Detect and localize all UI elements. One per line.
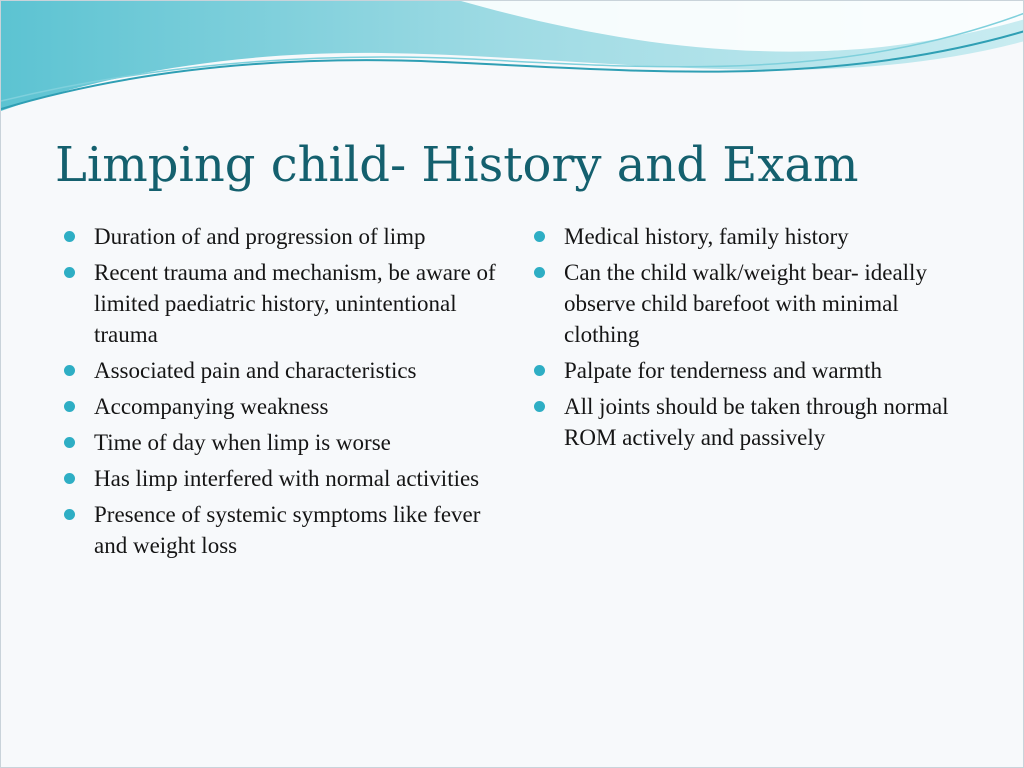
bullet-icon — [534, 267, 545, 278]
list-item — [61, 499, 501, 561]
list-item-text: All joints should be taken through normal ROM actively and passively — [564, 394, 949, 450]
list-item — [61, 391, 501, 422]
left-bullet-list — [61, 221, 501, 566]
list-item-text: Has limp interfered with normal activities — [94, 466, 480, 491]
bullet-icon — [534, 401, 545, 412]
bullet-icon — [64, 231, 75, 242]
slide-title: Limping child- History and Exam — [55, 137, 859, 193]
list-item-text: Accompanying weakness — [94, 394, 329, 419]
list-item — [61, 257, 501, 350]
bullet-icon — [64, 365, 75, 376]
list-item-text: Time of day when limp is worse — [94, 430, 391, 455]
list-item-text: Palpate for tenderness and warmth — [564, 358, 883, 383]
list-item-text: Can the child walk/weight bear- ideally observe child barefoot with minimal clothing — [564, 260, 927, 347]
list-item — [61, 427, 501, 458]
list-item — [531, 257, 971, 350]
bullet-icon — [534, 231, 545, 242]
list-item — [61, 463, 501, 494]
bullet-icon — [64, 401, 75, 412]
list-item — [61, 355, 501, 386]
list-item — [531, 355, 971, 386]
list-item — [531, 391, 971, 453]
list-item — [61, 221, 501, 252]
list-item-text: Duration of and progression of limp — [94, 224, 426, 249]
list-item-text: Recent trauma and mechanism, be aware of limited paediatric history, unintentional trauma — [94, 260, 496, 347]
decorative-wave-header — [1, 1, 1024, 131]
list-item-text: Presence of systemic symptoms like fever and weight loss — [94, 502, 481, 558]
bullet-icon — [64, 267, 75, 278]
list-item-text: Medical history, family history — [564, 224, 849, 249]
list-item-text: Associated pain and characteristics — [94, 358, 417, 383]
right-bullet-list — [531, 221, 971, 458]
bullet-icon — [534, 365, 545, 376]
bullet-icon — [64, 473, 75, 484]
list-item — [531, 221, 971, 252]
bullet-icon — [64, 437, 75, 448]
bullet-icon — [64, 509, 75, 520]
